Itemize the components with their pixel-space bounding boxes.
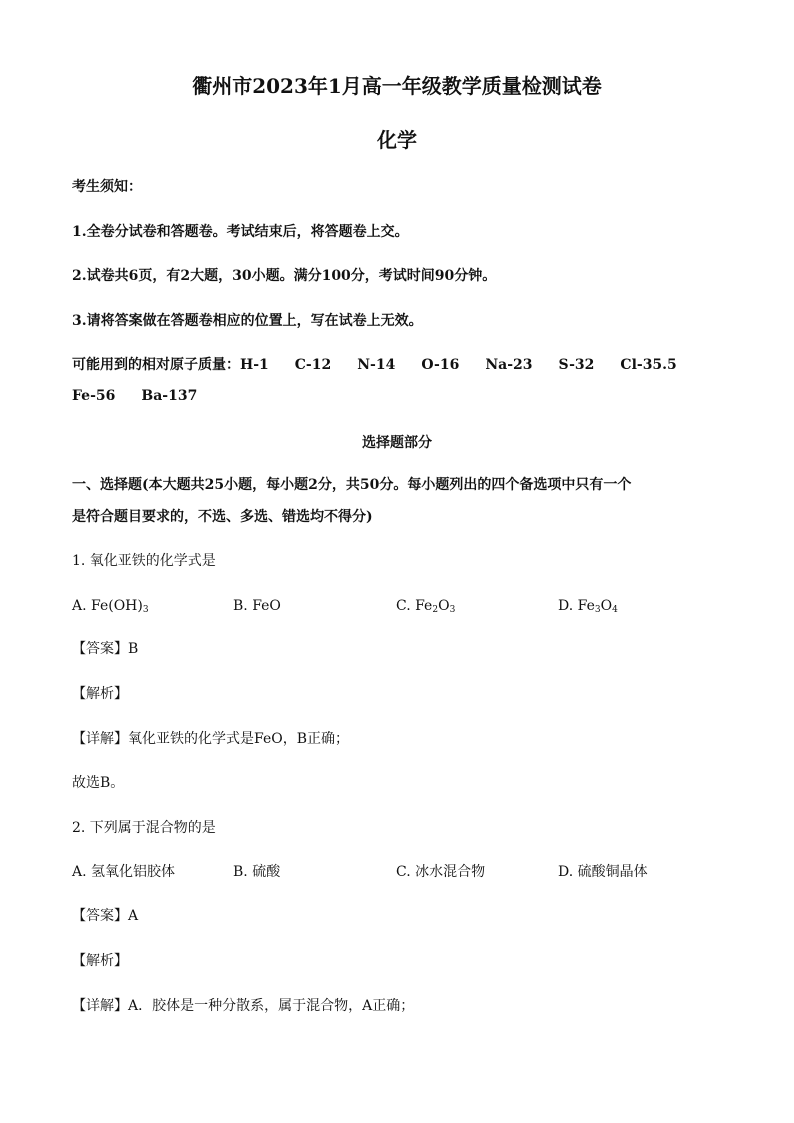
question-1-answer xyxy=(72,639,138,659)
question-1-option-b: B. FeO xyxy=(233,598,281,614)
section-instruction-line-1: 一、选择题(本大题共25小题，每小题2分，共50分。每小题列出的四个备选项中只有一个 xyxy=(72,477,632,493)
atomic-mass-item: Cl-35.5 xyxy=(620,357,677,373)
answer-value: A xyxy=(128,908,139,924)
question-2-option-a: A. 氢氧化铝胶体 xyxy=(72,864,176,880)
detail-text: A．胶体是一种分散系，属于混合物，A正确； xyxy=(128,998,415,1014)
detail-label: 【详解】 xyxy=(72,731,128,747)
exam-title: 衢州市2023年1月高一年级教学质量检测试卷 xyxy=(192,74,602,98)
question-2-detail xyxy=(72,996,414,1016)
question-1-conclusion: 故选B。 xyxy=(72,775,125,791)
atomic-mass-label: 可能用到的相对原子质量： xyxy=(72,357,240,373)
subject-title: 化学 xyxy=(377,128,417,152)
question-1-option-c: C. $Fe_2O_3$ xyxy=(396,598,456,615)
question-1-option-a: A. $Fe(OH)_3$ xyxy=(72,598,149,615)
question-2-analysis-label: 【解析】 xyxy=(72,953,128,969)
atomic-mass-row-2 xyxy=(72,386,197,406)
question-2-answer xyxy=(72,906,138,926)
atomic-mass-item: C-12 xyxy=(294,357,332,373)
atomic-mass-row-1 xyxy=(72,355,677,375)
atomic-mass-item: Ba-137 xyxy=(141,388,198,404)
atomic-mass-item: N-14 xyxy=(357,357,396,373)
notice-item-1: 1.全卷分试卷和答题卷。考试结束后，将答题卷上交。 xyxy=(72,224,409,240)
atomic-mass-item: S-32 xyxy=(558,357,595,373)
notice-item-2: 2.试卷共6页，有2大题，30小题。满分100分，考试时间90分钟。 xyxy=(72,268,497,284)
question-2-option-d: D. 硫酸铜晶体 xyxy=(558,864,648,880)
atomic-mass-item: O-16 xyxy=(421,357,460,373)
detail-text: 氧化亚铁的化学式是FeO，B正确； xyxy=(128,731,349,747)
question-2-option-b: B. 硫酸 xyxy=(233,864,281,880)
answer-label: 【答案】 xyxy=(72,908,128,924)
atomic-mass-item: Na-23 xyxy=(485,357,533,373)
question-1-option-d: D. $Fe_3O_4$ xyxy=(558,598,618,615)
section-title: 选择题部分 xyxy=(362,435,432,451)
section-instruction-line-2: 是符合题目要求的，不选、多选、错选均不得分) xyxy=(72,509,373,525)
detail-label: 【详解】 xyxy=(72,998,128,1014)
question-2-option-c: C. 冰水混合物 xyxy=(396,864,486,880)
question-2-stem: 2. 下列属于混合物的是 xyxy=(72,820,216,836)
notice-item-3: 3.请将答案做在答题卷相应的位置上，写在试卷上无效。 xyxy=(72,313,423,329)
question-1-stem: 1. 氧化亚铁的化学式是 xyxy=(72,553,216,569)
question-1-detail xyxy=(72,729,349,749)
question-1-analysis-label: 【解析】 xyxy=(72,686,128,702)
atomic-mass-item: H-1 xyxy=(240,357,269,373)
atomic-mass-item: Fe-56 xyxy=(72,388,116,404)
answer-label: 【答案】 xyxy=(72,641,128,657)
answer-value: B xyxy=(128,641,139,657)
notice-heading: 考生须知： xyxy=(72,179,142,195)
